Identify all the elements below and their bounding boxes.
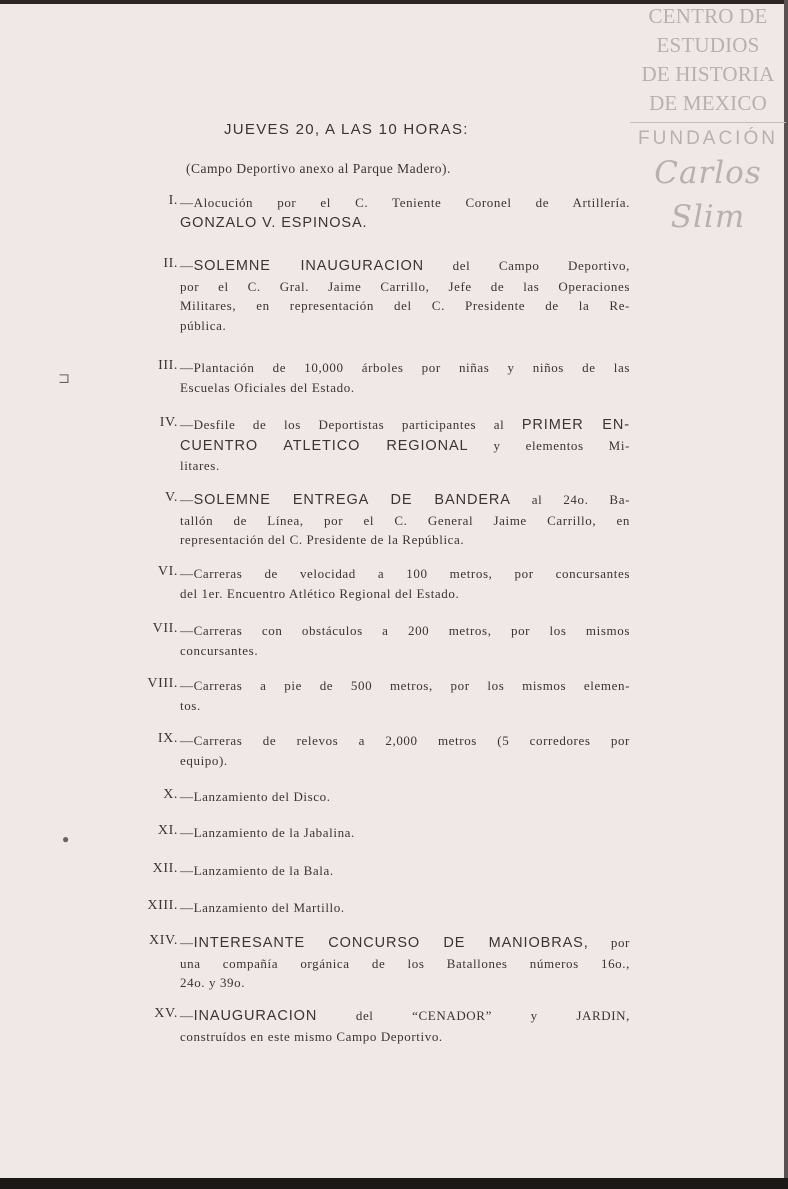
program-item (100, 621, 632, 660)
item-text-run: Militares, en representación del C. Presidente de la Re- (180, 298, 630, 313)
item-text (180, 823, 630, 843)
program-item (100, 898, 632, 918)
item-text-line (180, 696, 630, 716)
item-text (180, 861, 630, 881)
item-text (180, 676, 630, 715)
item-text (180, 1006, 630, 1046)
item-text-run: — (180, 935, 194, 950)
page-subheading: (Campo Deportivo anexo al Parque Madero). (186, 161, 451, 176)
item-text-line (180, 933, 630, 954)
watermark-line-2: ESTUDIOS (656, 33, 760, 57)
item-text (180, 490, 630, 550)
item-text-line (180, 641, 630, 661)
watermark-line-1: CENTRO DE (648, 4, 768, 28)
item-text-emphasis: PRIMER EN- (521, 417, 630, 433)
item-text-line (180, 358, 630, 378)
program-item (100, 823, 632, 843)
item-text-emphasis: CUENTRO ATLETICO REGIONAL (180, 437, 469, 454)
item-text-run: del Campo Deportivo, (424, 258, 630, 273)
program-item (100, 787, 632, 807)
item-numeral: V. (164, 490, 178, 505)
margin-bracket-mark: ⊐ (58, 372, 70, 387)
item-text-line (180, 621, 630, 641)
item-numeral: XIII. (147, 898, 178, 913)
item-text-run: litares. (180, 458, 220, 473)
item-text-line (180, 1027, 630, 1047)
item-text-run: por (588, 935, 630, 950)
item-text (180, 933, 630, 993)
item-text-line (180, 316, 630, 336)
watermark-fundacion: FUNDACIÓN (638, 128, 778, 149)
item-text-line (180, 973, 630, 993)
item-text (180, 564, 630, 603)
item-numeral: IX. (157, 731, 178, 746)
item-text-line (180, 456, 630, 476)
page-heading: JUEVES 20, A LAS 10 HORAS: (224, 121, 469, 138)
item-text-run: representación del C. Presidente de la República. (180, 532, 465, 547)
item-text-run: — (180, 258, 194, 273)
item-text-line (180, 954, 630, 974)
item-text-emphasis: GONZALO V. ESPINOSA. (180, 214, 368, 231)
item-text-line (180, 530, 630, 550)
item-text-emphasis: SOLEMNE ENTREGA DE BANDERA (193, 492, 511, 508)
program-item (100, 731, 632, 770)
item-text (180, 358, 630, 397)
item-text-line (180, 378, 630, 398)
item-text-run: —Lanzamiento de la Jabalina. (180, 825, 355, 840)
item-text-run: 24o. y 39o. (180, 975, 246, 990)
item-text-run: tallón de Línea, por el C. General Jaime Carrillo, en (180, 512, 630, 528)
item-text-run: —Desfile de los Deportistas participantes al (180, 417, 522, 432)
item-numeral: XII. (152, 861, 178, 876)
program-item (100, 564, 632, 603)
item-text-run: por el C. Gral. Jaime Carrillo, Jefe de las Operaciones (180, 278, 630, 294)
item-text-run: —Alocución por el C. Teniente Coronel de Artillería. (180, 195, 630, 210)
item-text-run: y elementos Mi- (468, 437, 630, 453)
item-text (180, 193, 630, 233)
program-item (100, 256, 632, 335)
program-item (100, 861, 632, 881)
item-text-line (180, 676, 630, 696)
program-item (100, 490, 632, 550)
watermark-signature: Carlos Slim (654, 155, 762, 235)
item-text-run: del 1er. Encuentro Atlético Regional del Estado. (180, 585, 460, 601)
item-text (180, 731, 630, 770)
item-text-run: del “CENADOR” y JARDIN, (317, 1008, 630, 1023)
item-text (180, 621, 630, 660)
item-text (180, 898, 630, 918)
item-text-run: Escuelas Oficiales del Estado. (180, 379, 355, 395)
item-text-run: concursantes. (180, 642, 259, 658)
item-text-line (180, 415, 630, 436)
item-text-line (180, 787, 630, 807)
item-text-line (180, 731, 630, 751)
ink-speck-mark: ● (62, 832, 70, 846)
watermark-line-4: DE MEXICO (649, 91, 767, 115)
item-text-line (180, 564, 630, 584)
item-text-run: — (180, 1008, 194, 1023)
item-text-line (180, 751, 630, 771)
program-item (100, 1006, 632, 1046)
item-text-line (180, 511, 630, 531)
program-item (100, 933, 632, 993)
item-text-run: —Lanzamiento del Martillo. (180, 900, 345, 915)
item-text-line (180, 823, 630, 843)
program-item (100, 193, 632, 233)
item-numeral: X. (163, 787, 178, 802)
program-item (100, 415, 632, 476)
item-text-run: —Plantación de 10,000 árboles por niñas y niños de las (180, 360, 630, 375)
item-text-line (180, 256, 630, 277)
program-item (100, 676, 632, 715)
item-text-line (180, 193, 630, 213)
item-text-line (180, 898, 630, 918)
item-text-line (180, 436, 630, 457)
item-text-run: pública. (180, 317, 227, 333)
item-numeral: II. (163, 256, 178, 271)
item-text-line (180, 1006, 630, 1027)
item-text (180, 787, 630, 807)
item-text (180, 256, 630, 335)
item-text-line (180, 296, 630, 316)
item-numeral: XV. (154, 1006, 178, 1021)
item-text-line (180, 861, 630, 881)
item-numeral: I. (168, 193, 178, 208)
item-text-run: construídos en este mismo Campo Deportivo. (180, 1028, 443, 1044)
item-text-emphasis: INAUGURACION (193, 1008, 318, 1024)
item-text-run: —Carreras a pie de 500 metros, por los mismos elemen- (180, 678, 630, 693)
item-text-run: al 24o. Ba- (510, 492, 630, 507)
item-numeral: VIII. (147, 676, 178, 691)
item-numeral: XIV. (149, 933, 178, 948)
item-numeral: IV. (159, 415, 178, 430)
item-numeral: VII. (152, 621, 178, 636)
item-text-run: tos. (180, 697, 201, 713)
item-text-run: —Carreras de relevos a 2,000 metros (5 corredores por (180, 733, 630, 748)
item-text-line (180, 584, 630, 604)
item-numeral: VI. (157, 564, 178, 579)
watermark-line-3: DE HISTORIA (641, 62, 775, 86)
item-text-line (180, 277, 630, 297)
item-text-run: una compañía orgánica de los Batallones números 16o., (180, 955, 630, 971)
item-text (180, 415, 630, 476)
item-text-run: equipo). (180, 752, 228, 768)
item-text-run: — (180, 492, 194, 507)
item-text-line (180, 490, 630, 511)
program-item (100, 358, 632, 397)
item-text-run: —Carreras con obstáculos a 200 metros, por los mismos (180, 623, 630, 638)
item-text-run: —Carreras de velocidad a 100 metros, por concursantes (180, 566, 630, 581)
item-text-run: —Lanzamiento del Disco. (180, 789, 331, 804)
item-text-emphasis: INTERESANTE CONCURSO DE MANIOBRAS, (193, 935, 589, 951)
item-text-run: —Lanzamiento de la Bala. (180, 863, 334, 878)
item-numeral: XI. (157, 823, 178, 838)
item-text-emphasis: SOLEMNE INAUGURACION (193, 258, 425, 274)
item-numeral: III. (158, 358, 178, 373)
item-text-line (180, 213, 630, 234)
